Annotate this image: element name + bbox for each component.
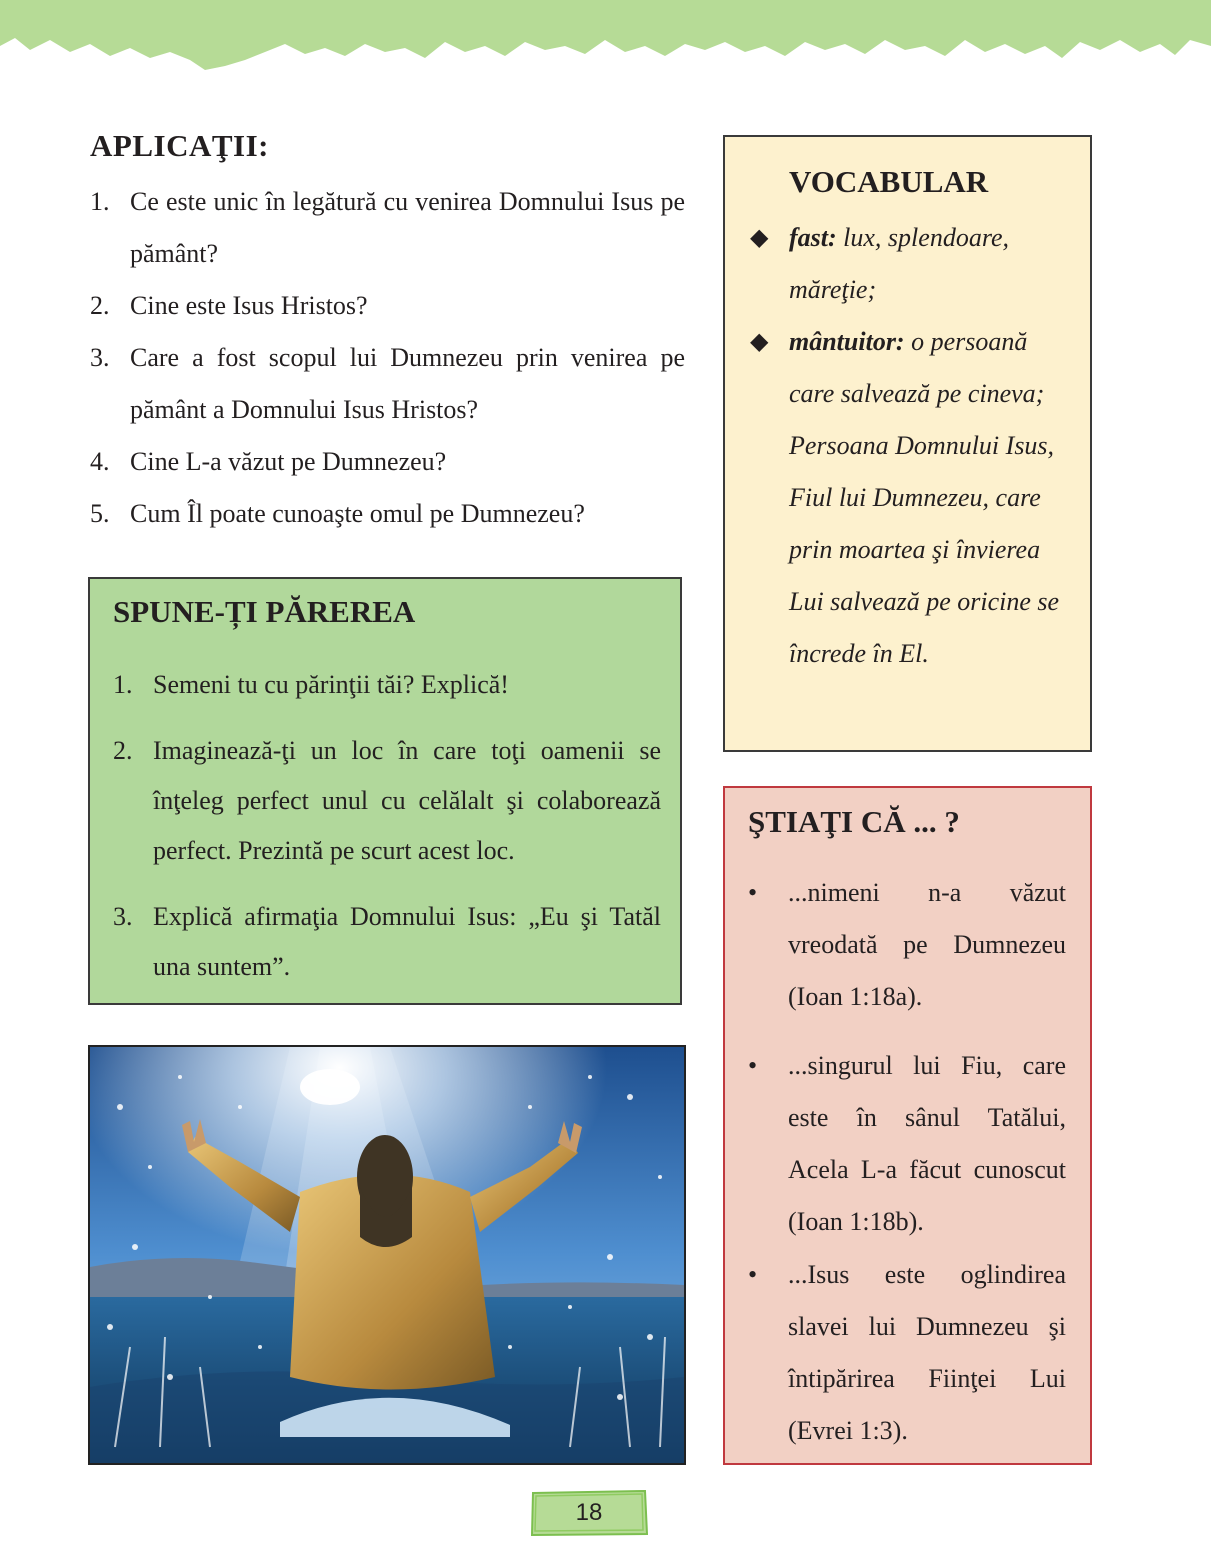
item-number: 4. xyxy=(90,447,110,476)
page-number: 18 xyxy=(575,1499,603,1526)
vocabular-term: fast: xyxy=(789,223,837,252)
stiati-item-text: ...nimeni n-a văzut vreodată pe Dumnezeu (Ioan 1:18a). xyxy=(788,878,1066,1011)
item-text: Semeni tu cu părinţii tăi? Explică! xyxy=(153,670,509,699)
item-text: Explică afirmaţia Domnului Isus: „Eu şi Tatăl una suntem”. xyxy=(153,902,661,981)
list-item xyxy=(113,726,661,876)
list-item xyxy=(90,280,685,332)
list-item xyxy=(113,892,661,992)
baptism-illustration xyxy=(88,1045,686,1465)
bullet-icon: • xyxy=(748,878,758,907)
diamond-bullet-icon: ◆ xyxy=(750,329,769,355)
bullet-icon: • xyxy=(748,1051,758,1080)
diamond-bullet-icon: ◆ xyxy=(750,225,769,251)
item-number: 2. xyxy=(90,291,110,320)
top-decorative-band xyxy=(0,0,1211,80)
list-item xyxy=(90,176,685,280)
parerea-heading: SPUNE-ȚI PĂREREA xyxy=(113,594,416,629)
aplicatii-heading: APLICAŢII: xyxy=(90,128,269,163)
item-text: Cine L-a văzut pe Dumnezeu? xyxy=(130,447,447,476)
item-number: 1. xyxy=(113,670,133,699)
item-number: 5. xyxy=(90,499,110,528)
item-number: 2. xyxy=(113,736,133,765)
list-item xyxy=(113,660,661,710)
item-text: Imaginează-ţi un loc în care toţi oamenii se înţeleg perfect unul cu celălalt şi colaborează perfect. Prezintă pe scurt acest loc. xyxy=(153,736,661,865)
item-number: 1. xyxy=(90,187,110,216)
item-text: Cum Îl poate cunoaşte omul pe Dumnezeu? xyxy=(130,499,585,528)
stiati-heading: ŞTIAŢI CĂ ... ? xyxy=(748,804,960,839)
stiati-item xyxy=(748,1249,1066,1457)
parerea-list xyxy=(113,660,661,1008)
vocabular-heading: VOCABULAR xyxy=(789,164,989,199)
stiati-item-text: ...singurul lui Fiu, care este în sânul Tatălui, Acela L-a făcut cunoscut (Ioan 1:18b). xyxy=(788,1051,1066,1236)
item-number: 3. xyxy=(113,902,133,931)
bullet-icon: • xyxy=(748,1260,758,1289)
stiati-item xyxy=(748,1040,1066,1248)
vocabular-entry xyxy=(750,316,1070,680)
stiati-item-text: ...Isus este oglindirea slavei lui Dumnezeu şi întipărirea Fiinţei Lui (Evrei 1:3). xyxy=(788,1260,1066,1445)
illustration-artwork xyxy=(90,1047,684,1463)
stiati-item xyxy=(748,867,1066,1023)
vocabular-definition: o persoană care salvează pe cineva; Persoana Domnului Isus, Fiul lui Dumnezeu, care prin moartea şi învierea Lui salvează pe oricine se încrede în El. xyxy=(789,327,1060,668)
item-text: Ce este unic în legătură cu venirea Domnului Isus pe pământ? xyxy=(130,187,685,268)
vocabular-entry xyxy=(750,212,1070,316)
item-text: Cine este Isus Hristos? xyxy=(130,291,368,320)
item-text: Care a fost scopul lui Dumnezeu prin venirea pe pământ a Domnului Isus Hristos? xyxy=(130,343,685,424)
list-item xyxy=(90,436,685,488)
item-number: 3. xyxy=(90,343,110,372)
list-item xyxy=(90,488,685,540)
list-item xyxy=(90,332,685,436)
vocabular-term: mântuitor: xyxy=(789,327,905,356)
aplicatii-list xyxy=(90,176,685,540)
vocabular-definition: lux, splendoare, măreţie; xyxy=(789,223,1010,304)
